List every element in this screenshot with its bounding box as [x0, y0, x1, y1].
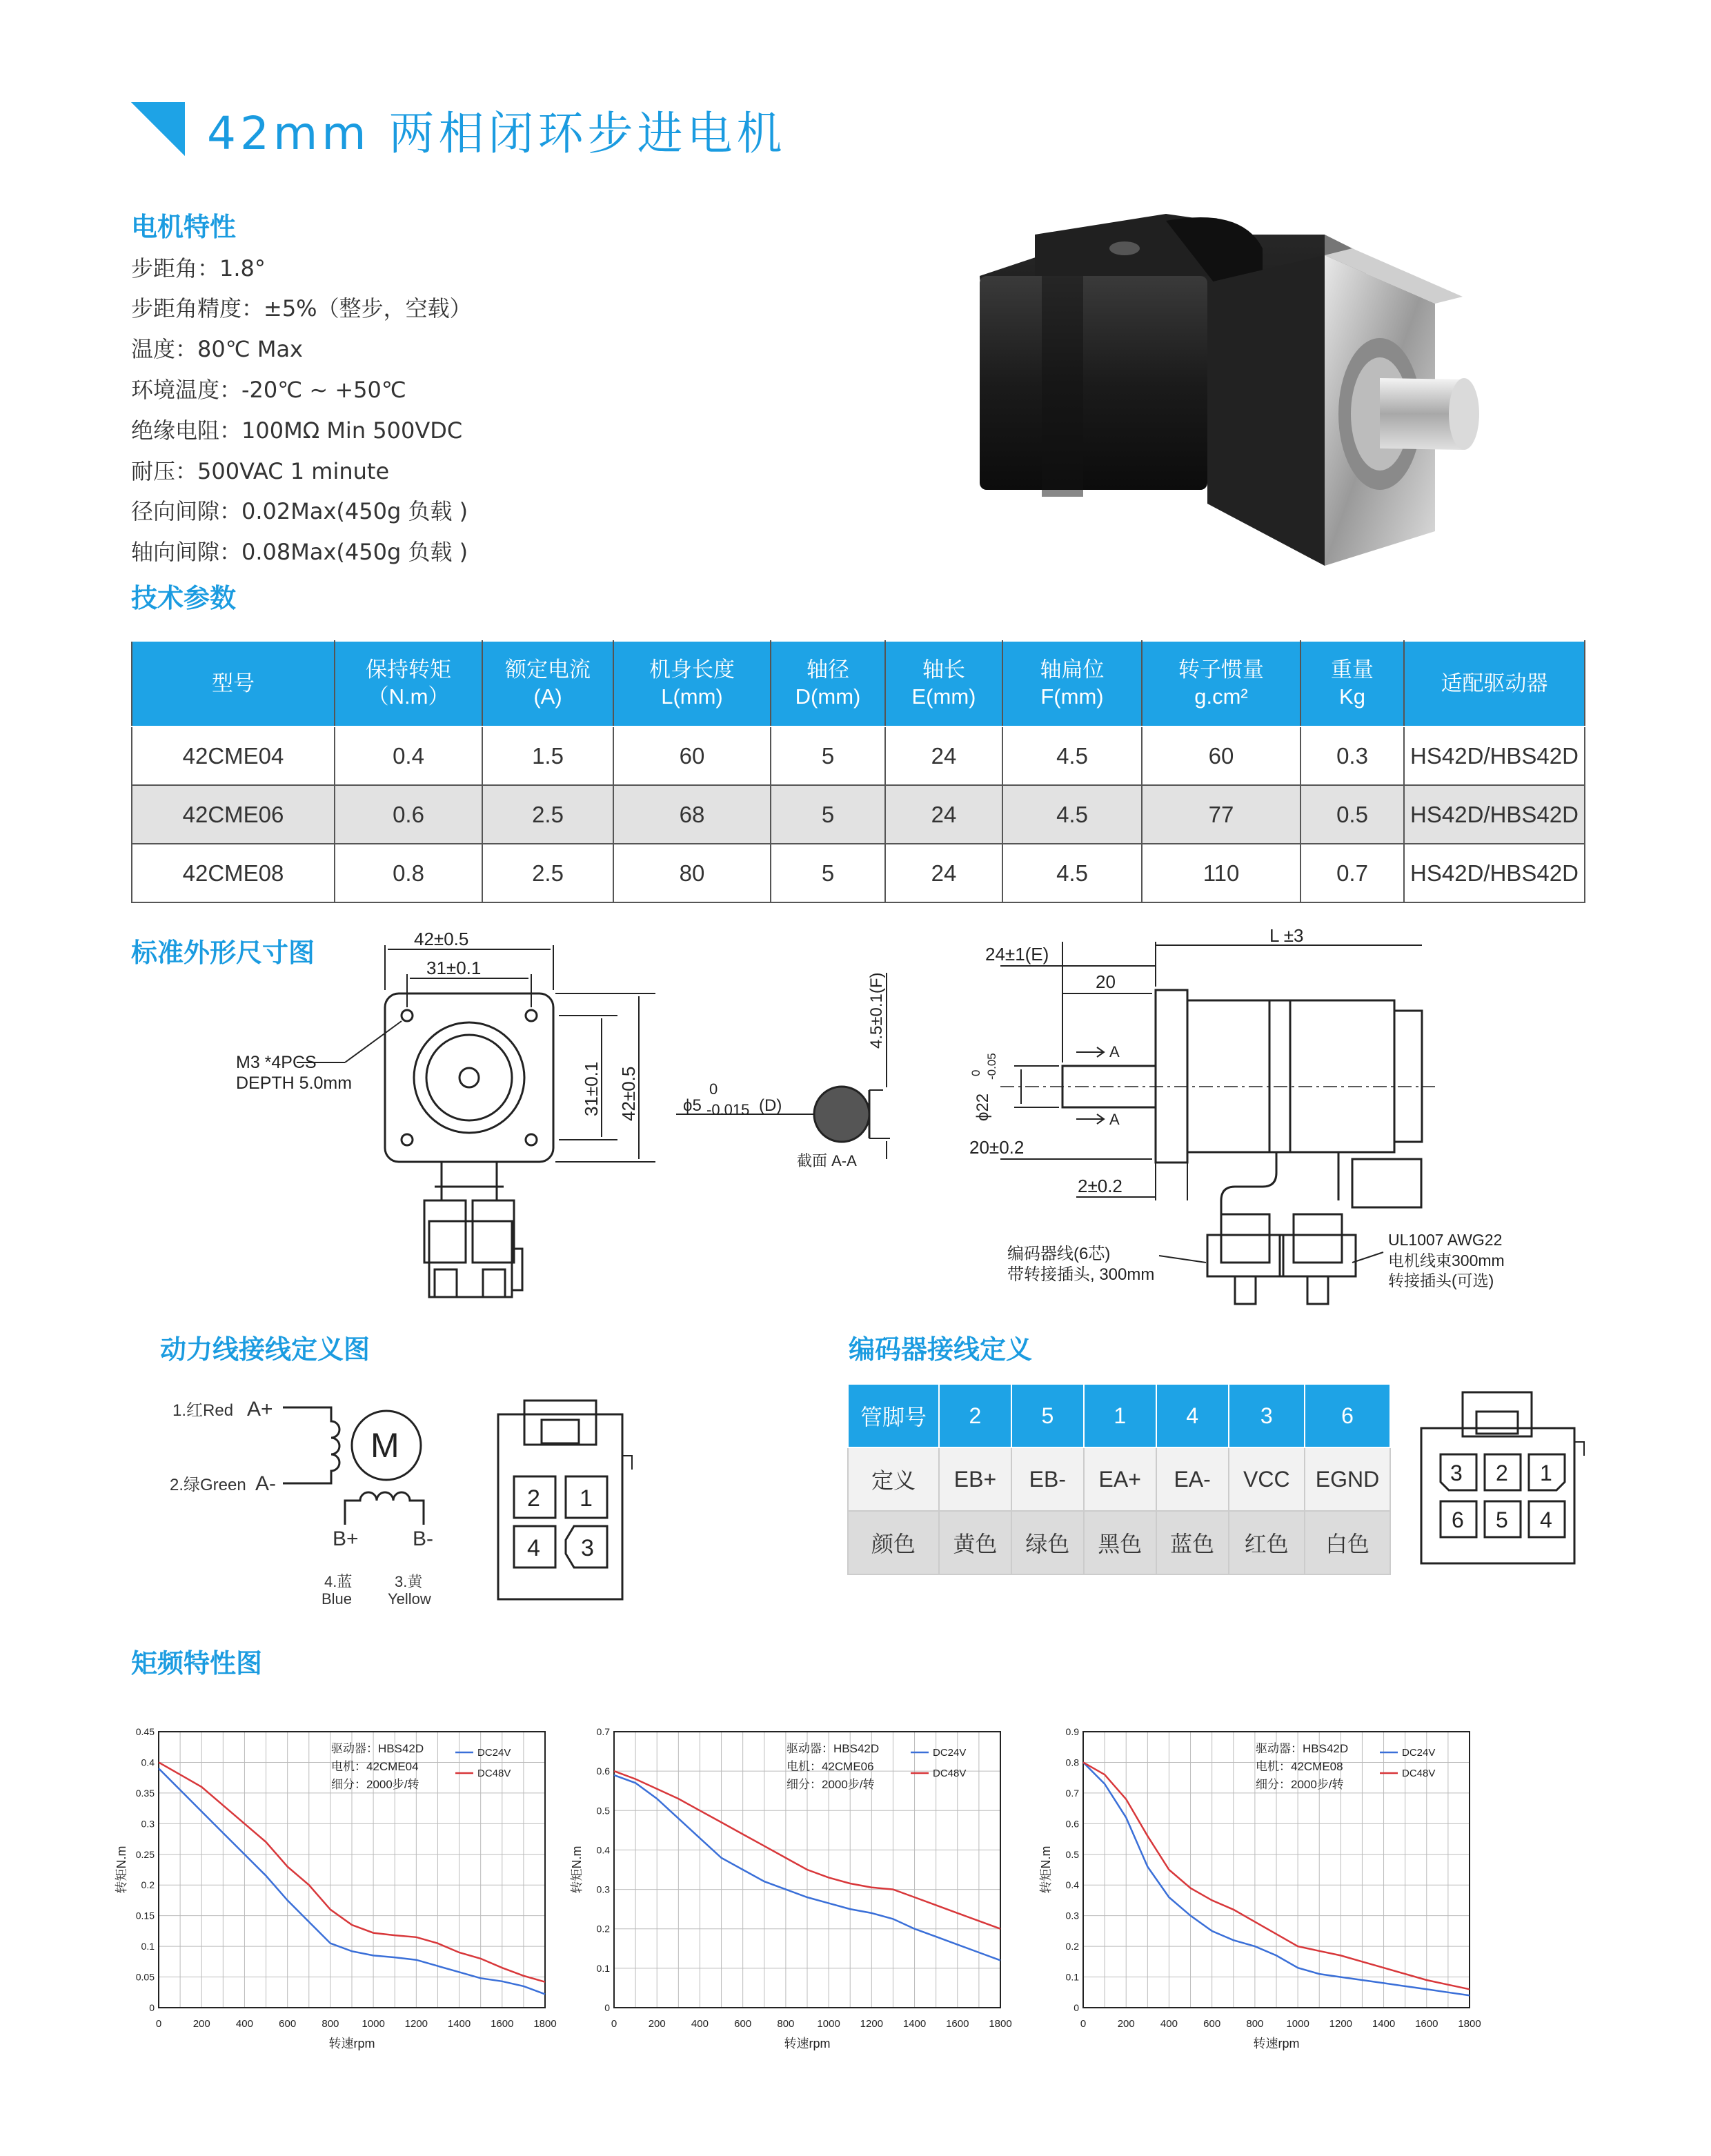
chart-info-text: 驱动器：HBS42D — [787, 1742, 880, 1755]
table-cell: 4.5 — [1002, 844, 1142, 902]
table-cell: 白色 — [1305, 1511, 1390, 1574]
table-header: 重量 Kg — [1300, 641, 1404, 726]
table-cell: 黑色 — [1084, 1511, 1156, 1574]
x-tick-label: 800 — [322, 2018, 339, 2030]
encoder-table — [847, 1383, 1391, 1575]
pin-label: 4 — [1540, 1507, 1552, 1532]
x-tick-label: 1400 — [447, 2018, 471, 2030]
y-tick-label: 0.05 — [135, 1971, 155, 1983]
x-tick-label: 400 — [1160, 2018, 1178, 2030]
ul-label1: UL1007 AWG22 — [1388, 1231, 1503, 1249]
table-cell: EGND — [1305, 1447, 1390, 1511]
chart-info-text: 细分：2000步/转 — [331, 1778, 419, 1791]
section-tech-params: 技术参数 — [131, 583, 237, 613]
x-tick-label: 0 — [155, 2018, 162, 2030]
x-axis-label: 转速rpm — [1253, 2037, 1300, 2050]
y-tick-label: 0.35 — [135, 1787, 155, 1799]
table-cell: 红色 — [1229, 1511, 1305, 1574]
table-cell: 蓝色 — [1156, 1511, 1229, 1574]
x-tick-label: 600 — [279, 2018, 297, 2030]
x-tick-label: 800 — [1246, 2018, 1264, 2030]
legend-label: DC24V — [477, 1747, 511, 1759]
x-tick-label: 0 — [611, 2018, 617, 2030]
pin-label: 2 — [1496, 1461, 1508, 1485]
x-tick-label: 1200 — [1329, 2018, 1353, 2030]
table-cell: 0.7 — [1300, 844, 1404, 902]
x-tick-label: 600 — [734, 2018, 752, 2030]
table-cell: HS42D/HBS42D — [1404, 726, 1585, 785]
table-cell: 黄色 — [939, 1511, 1011, 1574]
dim-phi22-tol-bot: -0.05 — [985, 1053, 998, 1080]
table-cell: 60 — [1142, 726, 1300, 785]
wire-a-minus-label: 2.绿Green — [170, 1476, 246, 1494]
y-tick-label: 0.3 — [141, 1818, 155, 1830]
table-row — [848, 1447, 1390, 1511]
y-axis-label: 转矩N.m — [115, 1846, 128, 1894]
table-cell: 颜色 — [848, 1511, 939, 1574]
y-tick-label: 0 — [149, 2002, 155, 2013]
y-tick-label: 0.1 — [596, 1962, 610, 1974]
table-cell: 0.3 — [1300, 726, 1404, 785]
spec-line: 径向间隙：0.02Max(450g 负载 ) — [131, 498, 468, 524]
y-tick-label: 0.15 — [135, 1910, 155, 1921]
torque-chart-42cme04 — [110, 1718, 559, 2063]
table-cell: 42CME08 — [132, 844, 335, 902]
title-marker — [131, 102, 185, 156]
y-tick-label: 0 — [604, 2002, 610, 2013]
section-a-top: A — [1109, 1043, 1120, 1060]
wire-a-minus: A- — [255, 1472, 276, 1495]
legend-label: DC24V — [1402, 1747, 1436, 1759]
torque-chart-42cme06 — [566, 1718, 1014, 2063]
table-header: 额定电流 (A) — [482, 641, 613, 726]
encoder-connector — [1407, 1380, 1587, 1573]
table-cell: 60 — [613, 726, 771, 785]
dim-2-2: 2±0.2 — [1078, 1176, 1122, 1196]
wire-b-plus-cn: 4.蓝 — [324, 1573, 353, 1590]
table-cell: 42CME04 — [132, 726, 335, 785]
chart-info-text: 驱动器：HBS42D — [331, 1742, 424, 1755]
table-cell: VCC — [1229, 1447, 1305, 1511]
x-tick-label: 1400 — [902, 2018, 927, 2030]
y-tick-label: 0.6 — [596, 1766, 610, 1777]
table-cell: 2 — [939, 1384, 1011, 1447]
table-cell: 管脚号 — [848, 1384, 939, 1447]
chart-info-text: 电机：42CME04 — [331, 1760, 419, 1773]
x-tick-label: 400 — [691, 2018, 709, 2030]
dim-shaft-phi: ϕ5 — [683, 1096, 702, 1115]
x-tick-label: 1800 — [989, 2018, 1012, 2030]
chart-info-text: 细分：2000步/转 — [787, 1778, 875, 1791]
dim-shaft-d: (D) — [759, 1096, 782, 1115]
table-header: 机身长度 L(mm) — [613, 641, 771, 726]
spec-line: 耐压：500VAC 1 minute — [131, 458, 390, 484]
x-tick-label: 600 — [1203, 2018, 1221, 2030]
motor-symbol: M — [370, 1426, 399, 1465]
y-tick-label: 0.45 — [135, 1726, 155, 1737]
dim-phi22: ϕ22 — [973, 1093, 992, 1121]
section-a-bot: A — [1109, 1111, 1120, 1128]
chart-info-text: 驱动器：HBS42D — [1256, 1742, 1349, 1755]
section-encoder-wiring: 编码器接线定义 — [849, 1334, 1033, 1365]
wire-b-minus-cn: 3.黄 — [395, 1573, 423, 1590]
power-wiring-diagram — [159, 1380, 655, 1614]
table-row — [132, 785, 1585, 844]
pin-label: 1 — [1540, 1461, 1552, 1485]
y-tick-label: 0.7 — [596, 1726, 610, 1737]
pin-label: 3 — [581, 1535, 594, 1561]
table-cell: 0.8 — [335, 844, 482, 902]
spec-line: 温度：80℃ Max — [131, 336, 303, 362]
spec-line: 轴向间隙：0.08Max(450g 负载 ) — [131, 539, 468, 565]
chart-info-text: 电机：42CME06 — [787, 1760, 874, 1773]
tech-params-table — [131, 640, 1585, 903]
x-tick-label: 1600 — [491, 2018, 514, 2030]
ul-label3: 转接插头(可选) — [1388, 1272, 1494, 1289]
wire-a-plus-label: 1.红Red — [172, 1401, 234, 1420]
dim-42: 42±0.5 — [414, 929, 469, 949]
x-tick-label: 1600 — [1415, 2018, 1438, 2030]
x-tick-label: 800 — [777, 2018, 795, 2030]
y-tick-label: 0.4 — [596, 1844, 610, 1856]
page-title: 42mm 两相闭环步进电机 — [207, 107, 787, 160]
table-header: 轴扁位 F(mm) — [1002, 641, 1142, 726]
table-cell: 80 — [613, 844, 771, 902]
y-tick-label: 0.1 — [1065, 1971, 1079, 1983]
dim-e24: 24±1(E) — [985, 944, 1049, 965]
chart-info-text: 电机：42CME08 — [1256, 1760, 1343, 1773]
pin-label: 5 — [1496, 1507, 1508, 1532]
enc-cable-label2: 带转接插头, 300mm — [1007, 1265, 1155, 1284]
title-triangle-icon — [131, 102, 185, 156]
table-cell: 0.6 — [335, 785, 482, 844]
legend-label: DC24V — [933, 1747, 967, 1759]
y-tick-label: 0.8 — [1065, 1757, 1079, 1768]
legend-label: DC48V — [1402, 1768, 1436, 1779]
x-tick-label: 1200 — [404, 2018, 428, 2030]
pin-label: 1 — [580, 1485, 593, 1512]
table-row — [848, 1511, 1390, 1574]
y-tick-label: 0.6 — [1065, 1818, 1079, 1830]
x-tick-label: 1800 — [533, 2018, 557, 2030]
table-cell: 4.5 — [1002, 726, 1142, 785]
legend-label: DC48V — [933, 1768, 967, 1779]
table-header: 转子惯量 g.cm² — [1142, 641, 1300, 726]
table-cell: EB+ — [939, 1447, 1011, 1511]
dim-tol-top: 0 — [709, 1080, 718, 1098]
table-header: 适配驱动器 — [1404, 641, 1585, 726]
ul-label2: 电机线束300mm — [1388, 1252, 1505, 1269]
pin-label: 6 — [1452, 1507, 1464, 1532]
y-tick-label: 0.3 — [596, 1883, 610, 1895]
table-cell: 0.4 — [335, 726, 482, 785]
dim-v31: 31±0.1 — [581, 1061, 602, 1116]
dim-v42: 42±0.5 — [618, 1066, 639, 1121]
table-cell: 1 — [1084, 1384, 1156, 1447]
table-cell: EB- — [1011, 1447, 1084, 1511]
outline-drawing — [207, 924, 1505, 1325]
table-cell: 77 — [1142, 785, 1300, 844]
x-tick-label: 400 — [235, 2018, 253, 2030]
y-tick-label: 0.5 — [596, 1805, 610, 1817]
y-tick-label: 0.2 — [596, 1923, 610, 1935]
dim-tol-bot: -0.015 — [706, 1101, 750, 1118]
wire-b-plus-en: Blue — [322, 1590, 353, 1608]
y-tick-label: 0.3 — [1065, 1910, 1079, 1921]
y-tick-label: 0.25 — [135, 1848, 155, 1860]
table-cell: 110 — [1142, 844, 1300, 902]
table-cell: 0.5 — [1300, 785, 1404, 844]
table-cell: 5 — [771, 844, 885, 902]
wire-b-plus: B+ — [333, 1527, 359, 1550]
table-cell: 2.5 — [482, 785, 613, 844]
x-axis-label: 转速rpm — [784, 2037, 831, 2050]
pin-label: 2 — [527, 1485, 540, 1512]
x-tick-label: 1000 — [1286, 2018, 1309, 2030]
torque-chart-42cme08 — [1035, 1718, 1483, 2063]
motor-photo — [938, 207, 1504, 580]
table-row — [848, 1384, 1390, 1447]
x-tick-label: 200 — [648, 2018, 666, 2030]
wire-b-minus-en: Yellow — [388, 1590, 431, 1608]
x-tick-label: 1200 — [860, 2018, 884, 2030]
section-power-wiring: 动力线接线定义图 — [160, 1334, 370, 1365]
table-header: 型号 — [132, 641, 335, 726]
section-torque-freq: 矩频特性图 — [131, 1648, 263, 1679]
table-cell: HS42D/HBS42D — [1404, 844, 1585, 902]
dim-m3: M3 *4PCS — [236, 1053, 317, 1072]
table-cell: 绿色 — [1011, 1511, 1084, 1574]
table-cell: 5 — [1011, 1384, 1084, 1447]
table-cell: 5 — [771, 726, 885, 785]
y-tick-label: 0.4 — [141, 1757, 155, 1768]
spec-line: 绝缘电阻：100MΩ Min 500VDC — [131, 417, 463, 444]
table-header: 轴径 D(mm) — [771, 641, 885, 726]
x-tick-label: 200 — [1117, 2018, 1135, 2030]
dim-L: L ±3 — [1269, 925, 1304, 946]
y-axis-label: 转矩N.m — [1039, 1846, 1053, 1894]
dim-flat: 4.5±0.1(F) — [867, 972, 886, 1049]
table-cell: EA- — [1156, 1447, 1229, 1511]
y-tick-label: 0.5 — [1065, 1848, 1079, 1860]
y-axis-label: 转矩N.m — [570, 1846, 584, 1894]
table-cell: 4.5 — [1002, 785, 1142, 844]
table-cell: 68 — [613, 785, 771, 844]
table-cell: 24 — [885, 726, 1002, 785]
table-header: 轴长 E(mm) — [885, 641, 1002, 726]
pin-label: 4 — [527, 1535, 540, 1561]
table-cell: 定义 — [848, 1447, 939, 1511]
table-row — [132, 726, 1585, 785]
x-tick-label: 1800 — [1458, 2018, 1481, 2030]
y-tick-label: 0.2 — [141, 1879, 155, 1891]
table-cell: 1.5 — [482, 726, 613, 785]
x-tick-label: 200 — [192, 2018, 210, 2030]
wire-b-minus: B- — [413, 1527, 433, 1550]
enc-cable-label1: 编码器线(6芯) — [1007, 1245, 1111, 1263]
table-cell: 2.5 — [482, 844, 613, 902]
wire-a-plus: A+ — [247, 1398, 273, 1421]
section-outline: 标准外形尺寸图 — [131, 938, 315, 968]
table-cell: 42CME06 — [132, 785, 335, 844]
spec-line: 步距角：1.8° — [131, 255, 266, 281]
dim-depth: DEPTH 5.0mm — [236, 1074, 353, 1093]
y-tick-label: 0.1 — [141, 1941, 155, 1952]
table-cell: 5 — [771, 785, 885, 844]
x-axis-label: 转速rpm — [328, 2037, 375, 2050]
spec-line: 环境温度：-20℃ ~ +50℃ — [131, 377, 406, 403]
y-tick-label: 0.4 — [1065, 1879, 1079, 1891]
section-motor-features: 电机特性 — [131, 212, 237, 242]
table-cell: 24 — [885, 844, 1002, 902]
x-tick-label: 1000 — [817, 2018, 840, 2030]
y-tick-label: 0.2 — [1065, 1941, 1079, 1952]
x-tick-label: 1600 — [946, 2018, 969, 2030]
y-tick-label: 0.7 — [1065, 1787, 1079, 1799]
table-cell: EA+ — [1084, 1447, 1156, 1511]
y-tick-label: 0 — [1074, 2002, 1079, 2013]
table-cell: 4 — [1156, 1384, 1229, 1447]
table-cell: HS42D/HBS42D — [1404, 785, 1585, 844]
dim-phi22-tol-top: 0 — [969, 1069, 982, 1076]
chart-info-text: 细分：2000步/转 — [1256, 1778, 1344, 1791]
table-row — [132, 844, 1585, 902]
table-cell: 3 — [1229, 1384, 1305, 1447]
dim-31: 31±0.1 — [426, 958, 482, 978]
dim-20: 20 — [1096, 971, 1116, 992]
table-header: 保持转矩 （N.m） — [335, 641, 482, 726]
spec-line: 步距角精度：±5%（整步，空载） — [131, 295, 472, 322]
x-tick-label: 0 — [1080, 2018, 1087, 2030]
x-tick-label: 1000 — [362, 2018, 385, 2030]
x-tick-label: 1400 — [1372, 2018, 1396, 2030]
y-tick-label: 0.9 — [1065, 1726, 1079, 1737]
table-cell: 6 — [1305, 1384, 1390, 1447]
section-aa: 截面 A-A — [797, 1152, 857, 1169]
legend-label: DC48V — [477, 1768, 511, 1779]
dim-20-2: 20±0.2 — [969, 1137, 1025, 1158]
pin-label: 3 — [1450, 1461, 1463, 1485]
table-cell: 24 — [885, 785, 1002, 844]
